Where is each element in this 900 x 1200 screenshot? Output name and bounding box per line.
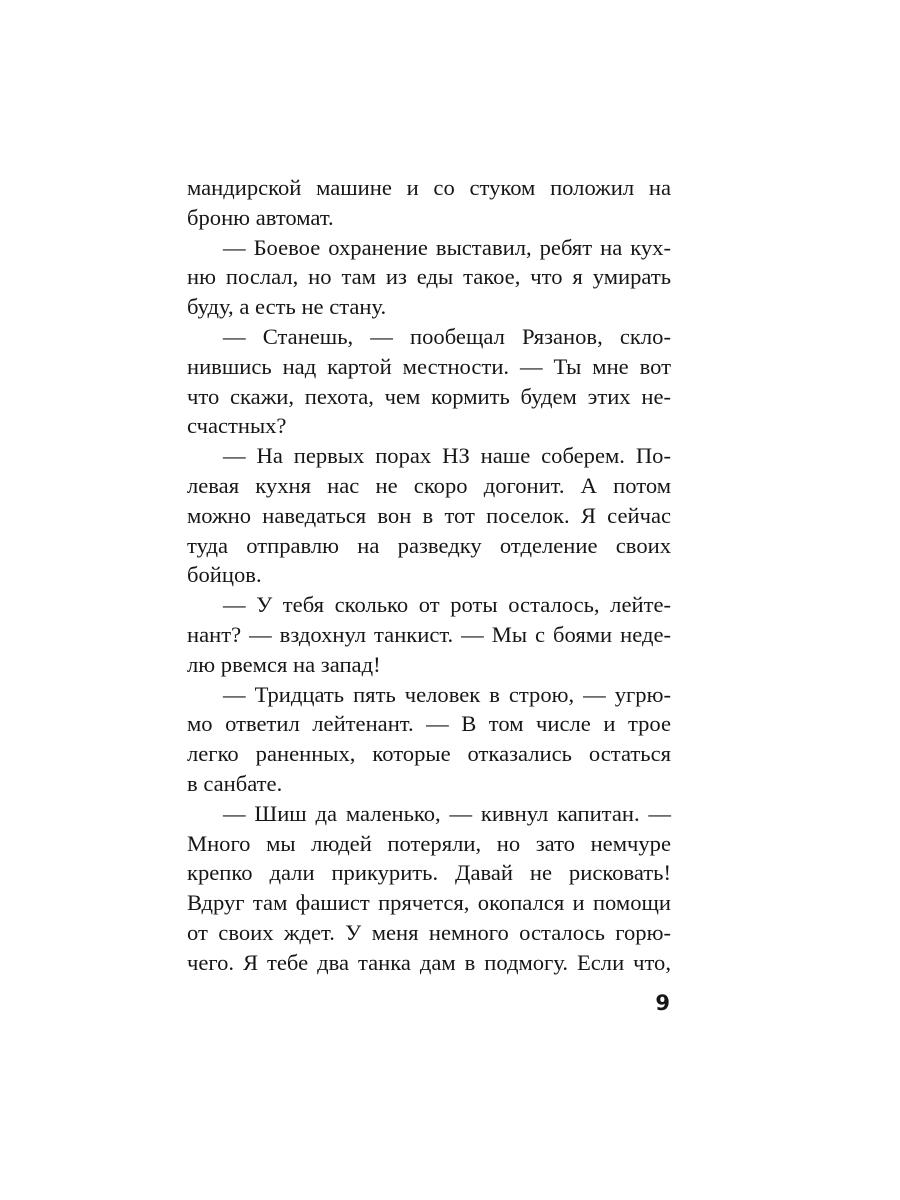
text-line: легко раненных, которые отказались остаться <box>187 741 671 767</box>
text-line: туда отправлю на разведку отделение своих <box>187 532 671 558</box>
text-line: счастных? <box>187 413 287 439</box>
text-line: ню послал, но там из еды такое, что я умирать <box>187 264 671 290</box>
text-line: в санбате. <box>187 770 283 796</box>
text-line: левая кухня нас не скоро догонит. А потом <box>187 472 671 498</box>
text-line: буду, а есть не стану. <box>187 294 387 320</box>
text-line: броню автомат. <box>187 204 334 230</box>
body-text <box>187 173 671 978</box>
text-line: Много мы людей потеряли, но зато немчуре <box>187 830 671 856</box>
text-line: лю рвемся на запад! <box>187 651 381 677</box>
text-line: чего. Я тебе два танка дам в подмогу. Если что, <box>187 949 671 975</box>
page-number: 9 <box>655 991 670 1015</box>
text-line: бойцов. <box>187 562 262 588</box>
text-line: нившись над картой местности. — Ты мне вот <box>187 353 671 379</box>
text-line: нант? — вздохнул танкист. — Мы с боями неде- <box>187 621 671 647</box>
text-line: — У тебя сколько от роты осталось, лейте- <box>223 592 671 618</box>
text-line: — Тридцать пять человек в строю, — угрю- <box>223 681 671 707</box>
text-line: крепко дали прикурить. Давай не рисковать! <box>187 860 671 886</box>
text-line: что скажи, пехота, чем кормить будем этих не- <box>187 383 671 409</box>
text-line: от своих ждет. У меня немного осталось горю- <box>187 919 671 945</box>
text-line: мо ответил лейтенант. — В том числе и трое <box>187 711 671 737</box>
text-line: — Боевое охранение выставил, ребят на кух- <box>223 234 671 260</box>
text-line: можно наведаться вон в тот поселок. Я сейчас <box>187 502 671 528</box>
text-line: Вдруг там фашист прячется, окопался и помощи <box>187 890 671 916</box>
text-line: — Станешь, — пообещал Рязанов, скло- <box>223 323 671 349</box>
text-line: мандирской машине и со стуком положил на <box>187 175 671 200</box>
text-line: — На первых порах НЗ наше соберем. По- <box>223 443 671 469</box>
text-line: — Шиш да маленько, — кивнул капитан. — <box>223 800 671 826</box>
